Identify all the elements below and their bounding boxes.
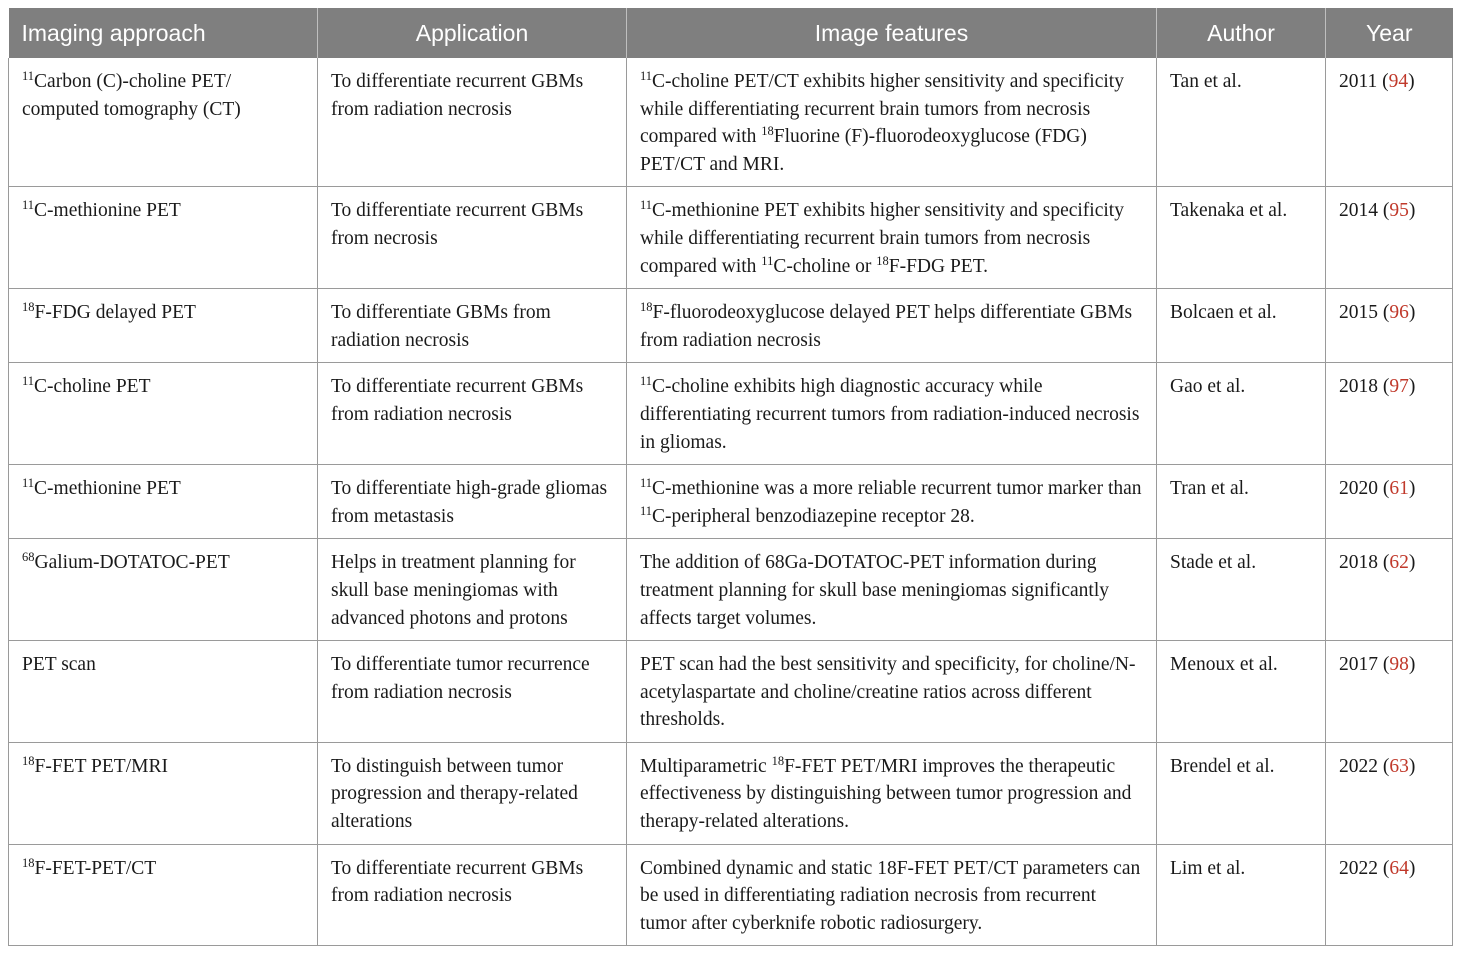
cell-application: To differentiate recurrent GBMs from radiation necrosis [318, 844, 627, 946]
superscript-isotope: 68 [22, 550, 35, 565]
cell-image-features [627, 465, 1157, 539]
superscript-isotope: 11 [640, 503, 653, 518]
reference-link[interactable]: 61 [1389, 478, 1409, 500]
reference-link[interactable]: 63 [1389, 755, 1409, 777]
cell-application: To differentiate recurrent GBMs from radiation necrosis [318, 363, 627, 465]
header-author: Author [1157, 8, 1326, 58]
cell-year [1326, 289, 1453, 363]
superscript-isotope: 11 [22, 69, 35, 83]
cell-year [1326, 465, 1453, 539]
header-application: Application [318, 8, 627, 58]
paren-close: ) [1408, 376, 1416, 398]
cell-application: Helps in treatment planning for skull base meningiomas with advanced photons and protons [318, 539, 627, 641]
paren-close: ) [1408, 552, 1416, 574]
paren-open: ( [1377, 71, 1389, 92]
cell-image-features [627, 58, 1157, 187]
reference-link[interactable]: 97 [1389, 376, 1409, 398]
cell-text: F-fluorodeoxyglucose delayed PET helps differentiate GBMs from radiation necrosis [640, 302, 1133, 351]
superscript-isotope: 18 [771, 753, 785, 768]
table-row [9, 465, 1453, 539]
cell-text: F-FDG delayed PET [34, 302, 196, 324]
cell-text: F-FET PET/MRI improves the therapeutic effectiveness by distinguishing between tumor progression and therapy-related alterations. [640, 755, 1132, 833]
cell-imaging-approach [9, 844, 318, 946]
table-row [9, 641, 1453, 743]
cell-image-features [627, 363, 1157, 465]
cell-author: Stade et al. [1157, 539, 1326, 641]
cell-author: Takenaka et al. [1157, 187, 1326, 289]
superscript-isotope: 18 [640, 300, 653, 315]
paren-open: ( [1378, 376, 1390, 398]
year-value: 2014 [1339, 200, 1378, 222]
cell-text: C-methionine PET [34, 200, 181, 222]
reference-link[interactable]: 64 [1389, 857, 1409, 879]
cell-image-features [627, 641, 1157, 743]
paren-close: ) [1408, 71, 1415, 92]
table-row [9, 844, 1453, 946]
cell-text: C-methionine was a more reliable recurrent tumor marker than [652, 478, 1142, 500]
superscript-isotope: 18 [761, 124, 774, 139]
cell-imaging-approach [9, 742, 318, 844]
cell-text: PET scan [22, 654, 96, 676]
cell-imaging-approach [9, 539, 318, 641]
cell-author: Gao et al. [1157, 363, 1326, 465]
imaging-table-container [8, 8, 1452, 946]
year-value: 2018 [1339, 376, 1378, 398]
table-row [9, 363, 1453, 465]
cell-text: Fluorine (F)-fluorodeoxyglucose (FDG) PET/CT and MRI. [640, 126, 1087, 175]
cell-author: Lim et al. [1157, 844, 1326, 946]
cell-year [1326, 187, 1453, 289]
cell-year [1326, 641, 1453, 743]
cell-text: The addition of 68Ga-DOTATOC-PET information during treatment planning for skull base meningiomas significantly affects target volumes. [640, 552, 1109, 629]
paren-open: ( [1378, 755, 1390, 777]
cell-application: To differentiate recurrent GBMs from necrosis [318, 187, 627, 289]
superscript-isotope: 11 [640, 69, 653, 83]
table-row [9, 187, 1453, 289]
cell-text: Carbon (C)-choline PET/ computed tomography (CT) [22, 71, 241, 120]
cell-image-features [627, 289, 1157, 363]
cell-application: To differentiate recurrent GBMs from radiation necrosis [318, 58, 627, 187]
cell-author: Tan et al. [1157, 58, 1326, 187]
table-body [9, 58, 1453, 946]
cell-imaging-approach [9, 641, 318, 743]
paren-open: ( [1378, 552, 1390, 574]
year-value: 2022 [1339, 755, 1378, 777]
reference-link[interactable]: 94 [1388, 71, 1409, 92]
paren-open: ( [1378, 302, 1390, 324]
cell-text: F-FDG PET. [888, 255, 989, 277]
imaging-approaches-table [8, 8, 1453, 946]
cell-text: C-choline exhibits high diagnostic accuracy while differentiating recurrent tumors from radiation-induced necrosis in gliomas. [640, 376, 1140, 453]
year-value: 2018 [1339, 552, 1378, 574]
reference-link[interactable]: 98 [1389, 654, 1409, 676]
superscript-isotope: 11 [640, 476, 653, 491]
year-value: 2017 [1339, 654, 1378, 676]
cell-application: To differentiate high-grade gliomas from metastasis [318, 465, 627, 539]
cell-application: To distinguish between tumor progression and therapy-related alterations [318, 742, 627, 844]
superscript-isotope: 11 [22, 374, 35, 389]
cell-text: F-FET PET/MRI [34, 755, 168, 777]
cell-imaging-approach [9, 58, 318, 187]
cell-author: Bolcaen et al. [1157, 289, 1326, 363]
superscript-isotope: 11 [640, 198, 653, 213]
cell-image-features [627, 742, 1157, 844]
superscript-isotope: 18 [22, 855, 35, 870]
cell-text: C-choline or [773, 255, 877, 277]
cell-year [1326, 58, 1453, 187]
reference-link[interactable]: 96 [1389, 302, 1409, 324]
header-imaging-approach: Imaging approach [9, 8, 318, 58]
paren-close: ) [1408, 478, 1416, 500]
table-row [9, 742, 1453, 844]
cell-text: C-peripheral benzodiazepine receptor 28. [652, 505, 975, 527]
cell-image-features [627, 187, 1157, 289]
cell-text: PET scan had the best sensitivity and specificity, for choline/N-acetylaspartate and choline/creatine ratios across different thresholds. [640, 654, 1136, 731]
cell-text: Galium-DOTATOC-PET [34, 552, 230, 574]
paren-open: ( [1378, 200, 1390, 222]
header-image-features: Image features [627, 8, 1157, 58]
year-value: 2022 [1339, 857, 1378, 879]
cell-imaging-approach [9, 465, 318, 539]
paren-close: ) [1408, 302, 1416, 324]
cell-text: Multiparametric [640, 755, 772, 777]
cell-text: C-methionine PET [34, 478, 181, 500]
superscript-isotope: 18 [22, 753, 35, 768]
cell-author: Tran et al. [1157, 465, 1326, 539]
cell-text: F-FET-PET/CT [34, 857, 157, 879]
paren-close: ) [1408, 857, 1416, 879]
superscript-isotope: 11 [22, 198, 35, 213]
cell-author: Brendel et al. [1157, 742, 1326, 844]
reference-link[interactable]: 95 [1389, 200, 1409, 222]
table-row [9, 58, 1453, 187]
table-row [9, 539, 1453, 641]
table-row [9, 289, 1453, 363]
superscript-isotope: 11 [640, 374, 653, 389]
header-year: Year [1326, 8, 1453, 58]
cell-text: C-methionine PET exhibits higher sensitivity and specificity while differentiating recurrent brain tumors from necrosis compared with [640, 200, 1124, 277]
table-header [9, 8, 1453, 58]
cell-year [1326, 844, 1453, 946]
cell-text: C-choline PET/CT exhibits higher sensitivity and specificity while differentiating recurrent brain tumors from necrosis compared with [640, 71, 1124, 148]
cell-year [1326, 539, 1453, 641]
cell-imaging-approach [9, 187, 318, 289]
cell-text: C-choline PET [34, 376, 151, 398]
year-value: 2011 [1339, 71, 1378, 92]
paren-open: ( [1378, 478, 1390, 500]
paren-close: ) [1408, 755, 1416, 777]
cell-imaging-approach [9, 289, 318, 363]
year-value: 2020 [1339, 478, 1378, 500]
cell-author: Menoux et al. [1157, 641, 1326, 743]
cell-image-features [627, 844, 1157, 946]
superscript-isotope: 11 [22, 476, 35, 491]
cell-image-features [627, 539, 1157, 641]
cell-year [1326, 742, 1453, 844]
reference-link[interactable]: 62 [1389, 552, 1409, 574]
superscript-isotope: 11 [761, 253, 774, 268]
paren-close: ) [1408, 200, 1416, 222]
header-row [9, 8, 1453, 58]
cell-year [1326, 363, 1453, 465]
cell-text: Combined dynamic and static 18F-FET PET/CT parameters can be used in differentiating radiation necrosis from recurrent tumor after cyberknife robotic radiosurgery. [640, 857, 1141, 934]
paren-close: ) [1408, 654, 1416, 676]
cell-application: To differentiate GBMs from radiation necrosis [318, 289, 627, 363]
paren-open: ( [1378, 654, 1390, 676]
superscript-isotope: 18 [22, 300, 35, 315]
superscript-isotope: 18 [876, 253, 889, 268]
cell-application: To differentiate tumor recurrence from radiation necrosis [318, 641, 627, 743]
paren-open: ( [1378, 857, 1390, 879]
year-value: 2015 [1339, 302, 1378, 324]
cell-imaging-approach [9, 363, 318, 465]
